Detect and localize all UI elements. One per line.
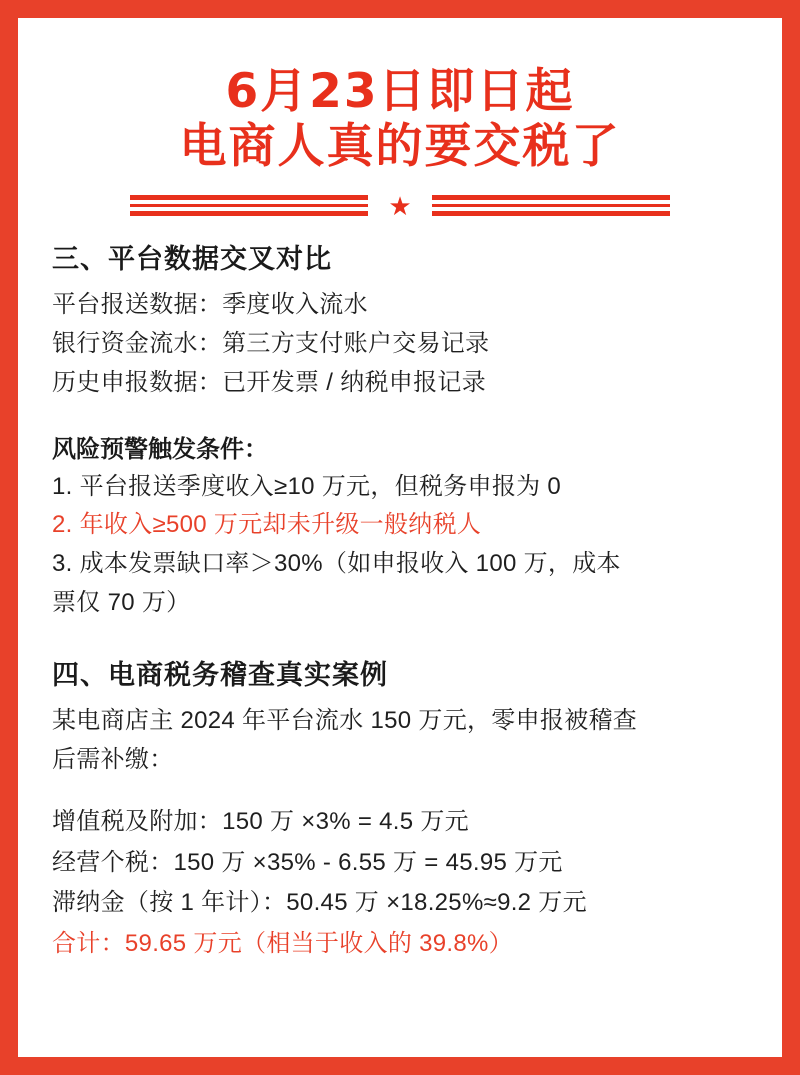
calc-line: 滞纳金（按 1 年计）：50.45 万 ×18.25%≈9.2 万元 — [52, 889, 587, 917]
poster-content — [18, 18, 782, 965]
section-3-row: 平台报送数据：季度收入流水 — [52, 290, 368, 318]
decorative-divider — [52, 189, 748, 223]
tax-calculation-list — [52, 802, 748, 965]
risk-item-highlighted: 2. 年收入≥500 万元却未升级一般纳税人 — [52, 511, 482, 539]
risk-item-continued: 票仅 70 万） — [52, 589, 191, 617]
section-3-heading: 三、平台数据交叉对比 — [52, 243, 332, 274]
poster-card — [18, 18, 782, 1057]
risk-warning-heading: 风险预警触发条件： — [52, 435, 268, 463]
calc-total: 合计：59.65 万元（相当于收入的 39.8%） — [52, 930, 513, 958]
risk-item: 1. 平台报送季度收入≥10 万元，但税务申报为 0 — [52, 472, 562, 500]
section-platform-data — [52, 237, 748, 623]
risk-item: 3. 成本发票缺口率＞30%（如申报收入 100 万，成本 — [52, 550, 621, 578]
poster-title — [52, 46, 748, 175]
case-description-line-1: 某电商店主 2024 年平台流水 150 万元，零申报被稽查 — [52, 707, 638, 735]
section-3-row: 银行资金流水：第三方支付账户交易记录 — [52, 329, 490, 357]
star-icon: ★ — [368, 191, 432, 221]
title-line-2: 电商人真的要交税了 — [179, 119, 621, 175]
spacer — [52, 780, 748, 802]
case-description-line-2: 后需补缴： — [52, 745, 174, 773]
section-3-row: 历史申报数据：已开发票 / 纳税申报记录 — [52, 368, 487, 396]
calc-line: 增值税及附加：150 万 ×3% = 4.5 万元 — [52, 807, 469, 835]
title-line-1: 6月23日即日起 — [225, 64, 575, 119]
calc-line: 经营个税：150 万 ×35% - 6.55 万 = 45.95 万元 — [52, 848, 563, 876]
section-4-heading: 四、电商税务稽查真实案例 — [52, 660, 388, 691]
section-audit-case — [52, 653, 748, 965]
